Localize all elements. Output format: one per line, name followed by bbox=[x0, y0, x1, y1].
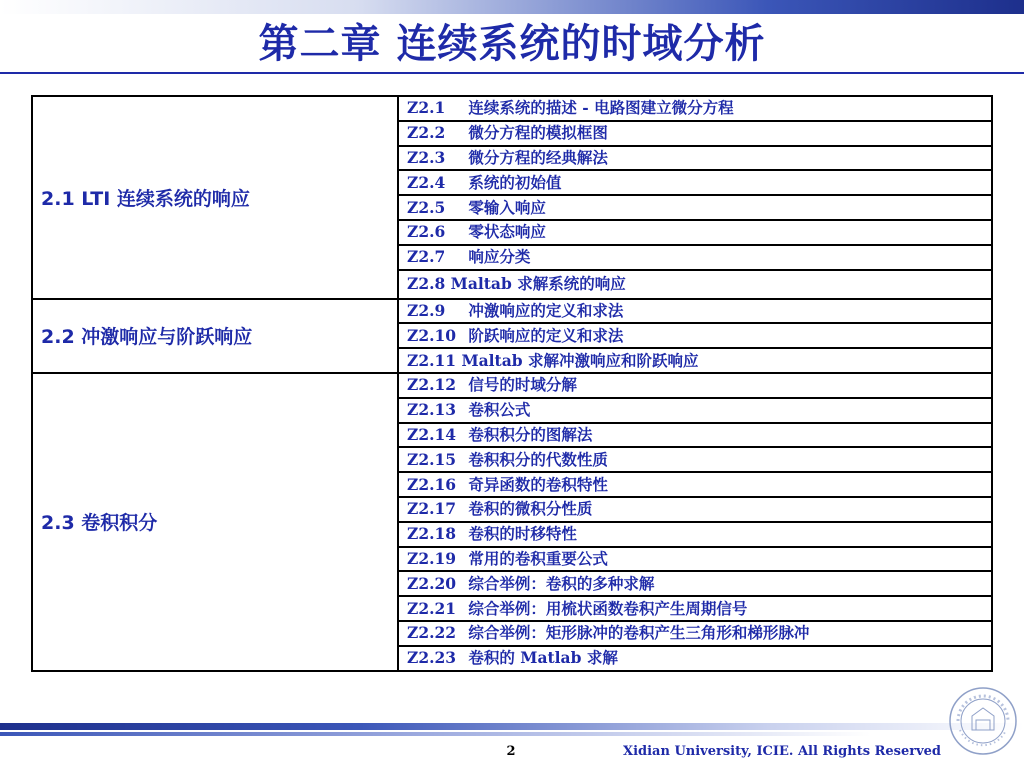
item-code: Z2.15 bbox=[407, 449, 457, 469]
item-code: Z2.17 bbox=[407, 499, 457, 519]
item-code: Z2.23 bbox=[407, 648, 457, 668]
outline-item bbox=[398, 596, 992, 621]
item-code: Z2.19 bbox=[407, 548, 457, 568]
outline-item bbox=[398, 220, 992, 245]
item-code: Z2.8 Maltab bbox=[407, 274, 512, 294]
item-title: 求解系统的响应 bbox=[517, 274, 626, 294]
outline-item bbox=[398, 571, 992, 596]
outline-item bbox=[398, 270, 992, 299]
item-title: 连续系统的描述 - 电路图建立微分方程 bbox=[468, 98, 734, 118]
item-title: 综合举例：矩形脉冲的卷积产生三角形和梯形脉冲 bbox=[468, 623, 810, 643]
item-code: Z2.12 bbox=[407, 375, 457, 395]
outline-row bbox=[32, 96, 992, 121]
item-code: Z2.10 bbox=[407, 325, 457, 345]
item-title: 综合举例：卷积的多种求解 bbox=[468, 573, 655, 593]
outline-item bbox=[398, 423, 992, 448]
top-gradient-band bbox=[0, 0, 1024, 14]
item-title: 微分方程的经典解法 bbox=[468, 147, 608, 167]
university-seal-icon bbox=[948, 686, 1018, 756]
outline-item bbox=[398, 547, 992, 572]
item-code: Z2.11 Maltab bbox=[407, 350, 523, 370]
item-title: 求解冲激响应和阶跃响应 bbox=[528, 350, 699, 370]
item-code: Z2.4 bbox=[407, 172, 446, 192]
outline-item bbox=[398, 472, 992, 497]
item-code: Z2.1 bbox=[407, 98, 446, 118]
item-title: 卷积的 Matlab 求解 bbox=[468, 648, 618, 668]
item-code: Z2.18 bbox=[407, 524, 457, 544]
item-code: Z2.7 bbox=[407, 247, 446, 267]
item-code: Z2.14 bbox=[407, 424, 457, 444]
item-code: Z2.9 bbox=[407, 300, 446, 320]
item-code: Z2.5 bbox=[407, 197, 446, 217]
item-title: 卷积公式 bbox=[468, 400, 531, 420]
outline-item bbox=[398, 621, 992, 646]
outline-item bbox=[398, 348, 992, 373]
item-code: Z2.3 bbox=[407, 147, 446, 167]
title-underline bbox=[0, 72, 1024, 74]
outline-item bbox=[398, 245, 992, 270]
bottom-gradient-bars bbox=[0, 723, 1024, 737]
item-code: Z2.2 bbox=[407, 123, 446, 143]
item-title: 零输入响应 bbox=[468, 197, 546, 217]
section-heading: 2.1 LTI 连续系统的响应 bbox=[32, 96, 398, 299]
item-code: Z2.20 bbox=[407, 573, 457, 593]
item-title: 零状态响应 bbox=[468, 222, 546, 242]
item-code: Z2.21 bbox=[407, 598, 457, 618]
item-code: Z2.22 bbox=[407, 623, 457, 643]
item-title: 阶跃响应的定义和求法 bbox=[468, 325, 624, 345]
outline-item bbox=[398, 373, 992, 398]
outline-item bbox=[398, 323, 992, 348]
item-title: 冲激响应的定义和求法 bbox=[468, 300, 624, 320]
outline-item bbox=[398, 497, 992, 522]
item-title: 奇异函数的卷积特性 bbox=[468, 474, 608, 494]
outline-item bbox=[398, 398, 992, 423]
item-title: 卷积积分的图解法 bbox=[468, 424, 593, 444]
item-title: 卷积积分的代数性质 bbox=[468, 449, 608, 469]
item-title: 综合举例：用梳状函数卷积产生周期信号 bbox=[468, 598, 748, 618]
section-heading: 2.3 卷积积分 bbox=[32, 373, 398, 671]
slide-title: 第二章 连续系统的时域分析 bbox=[258, 21, 766, 67]
item-title: 卷积的微积分性质 bbox=[468, 499, 593, 519]
item-title: 系统的初始值 bbox=[468, 172, 562, 192]
item-title: 常用的卷积重要公式 bbox=[468, 548, 608, 568]
item-title: 响应分类 bbox=[468, 247, 531, 267]
outline-item bbox=[398, 121, 992, 146]
outline-item bbox=[398, 299, 992, 324]
page-number: 2 bbox=[506, 744, 516, 759]
item-title: 卷积的时移特性 bbox=[468, 524, 577, 544]
footer-copyright: Xidian University, ICIE. All Rights Reserved bbox=[623, 744, 941, 759]
outline-item bbox=[398, 146, 992, 171]
outline-item bbox=[398, 195, 992, 220]
section-heading: 2.2 冲激响应与阶跃响应 bbox=[32, 299, 398, 373]
item-title: 信号的时域分解 bbox=[468, 375, 577, 395]
outline-item bbox=[398, 170, 992, 195]
outline-item bbox=[398, 96, 992, 121]
outline-item bbox=[398, 646, 992, 671]
chapter-outline-table bbox=[31, 95, 993, 672]
item-code: Z2.6 bbox=[407, 222, 446, 242]
item-code: Z2.13 bbox=[407, 400, 457, 420]
outline-row bbox=[32, 299, 992, 324]
item-title: 微分方程的模拟框图 bbox=[468, 123, 608, 143]
outline-item bbox=[398, 522, 992, 547]
outline-row bbox=[32, 373, 992, 398]
item-code: Z2.16 bbox=[407, 474, 457, 494]
outline-item bbox=[398, 447, 992, 472]
